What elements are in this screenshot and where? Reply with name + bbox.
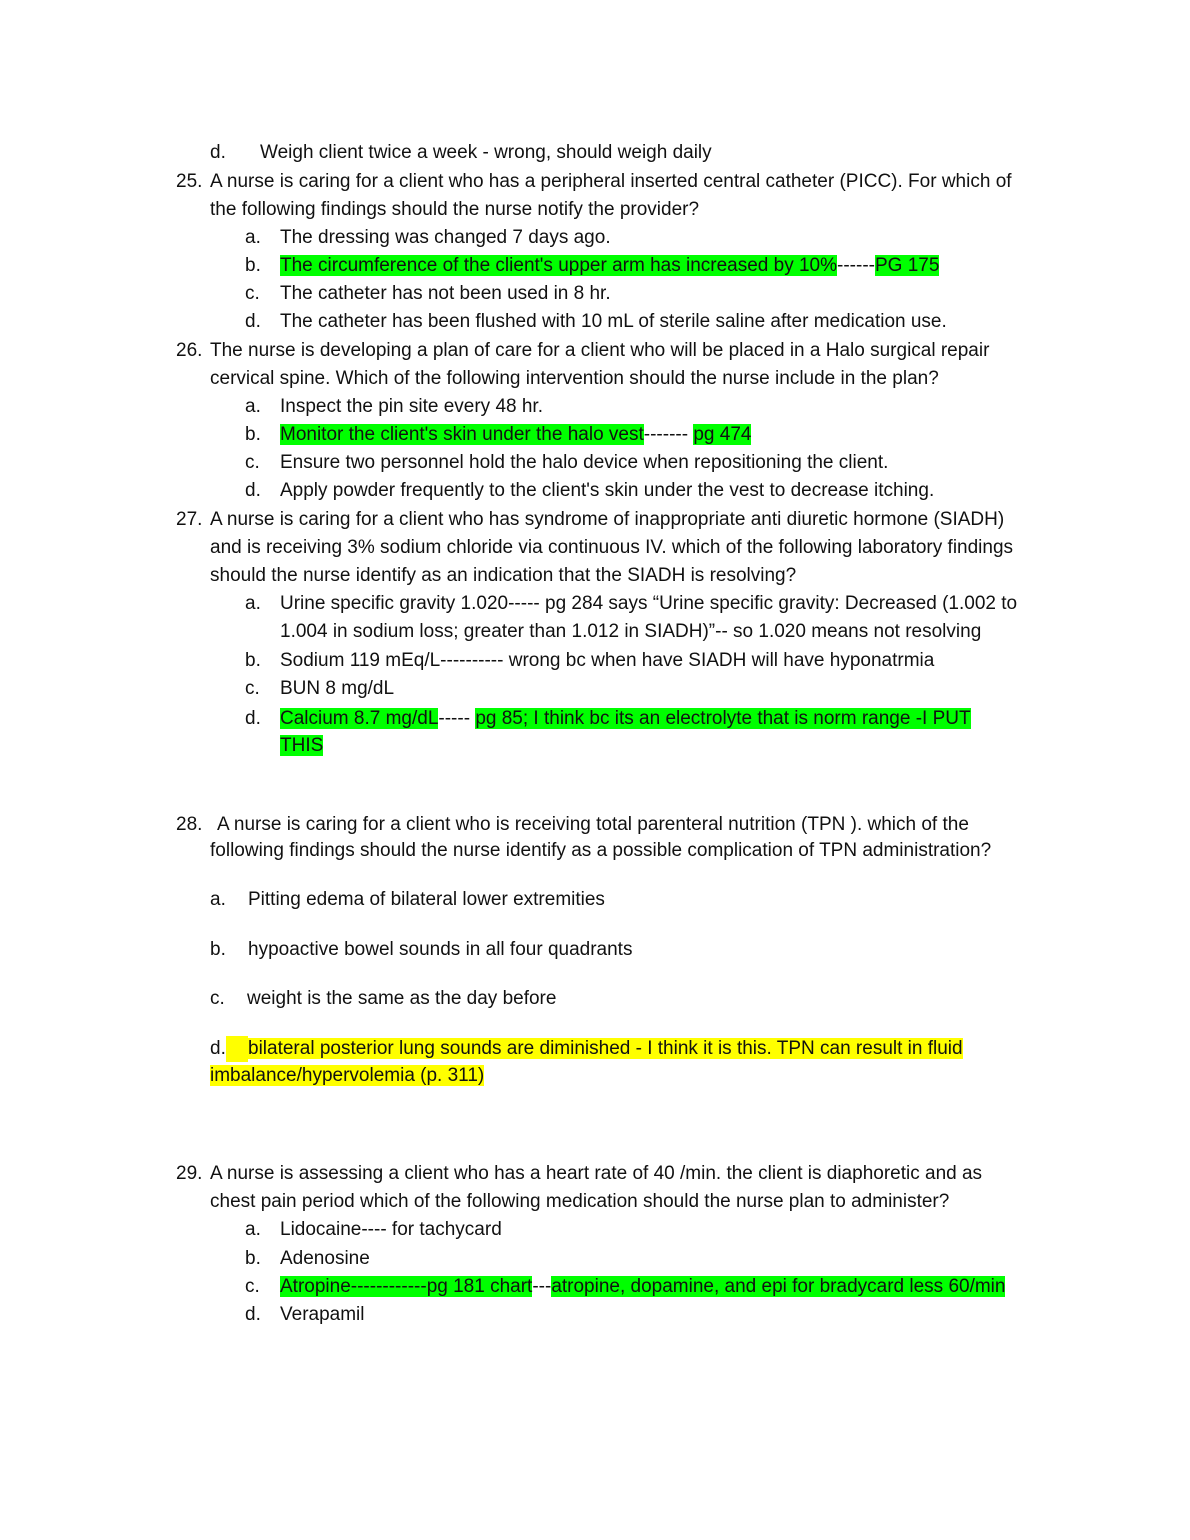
question-text: and is receiving 3% sodium chloride via continuous IV. which of the following laboratory findings	[210, 537, 1014, 558]
option-letter: b.	[245, 650, 261, 671]
question-text: following findings should the nurse identify as a possible complication of TPN administration?	[210, 840, 992, 861]
highlighted-answer: bilateral posterior lung sounds are diminished - I think it is this. TPN can result in fluid	[248, 1038, 963, 1059]
question-text: A nurse is caring for a client who is receiving total parenteral nutrition (TPN ). which of the	[217, 814, 969, 835]
option-letter: d.	[245, 1304, 261, 1325]
question-number: 29.	[176, 1163, 203, 1184]
page-note: pg 474	[693, 424, 752, 445]
option-text	[280, 733, 323, 759]
separator: ------	[837, 255, 875, 276]
page-note: pg 85; I think bc its an electrolyte that is norm range -I PUT	[475, 708, 971, 729]
option-text: Pitting edema of bilateral lower extremities	[248, 889, 605, 910]
option-letter: a.	[245, 227, 261, 248]
option-text: 1.004 in sodium loss; greater than 1.012 in SIADH)”-- so 1.020 means not resolving	[280, 621, 982, 642]
option-text: BUN 8 mg/dL	[280, 678, 395, 699]
separator: ---	[532, 1276, 552, 1297]
option-letter: c.	[245, 283, 260, 304]
question-text: cervical spine. Which of the following intervention should the nurse include in the plan?	[210, 368, 939, 389]
option-letter: d.	[245, 311, 261, 332]
highlighted-answer: Calcium 8.7 mg/dL	[280, 708, 439, 729]
separator: -----	[438, 708, 476, 729]
option-letter: b.	[245, 1248, 261, 1269]
question-text: A nurse is assessing a client who has a heart rate of 40 /min. the client is diaphoretic and as	[210, 1163, 983, 1184]
option-text	[210, 1063, 484, 1089]
option-letter: c.	[210, 988, 225, 1009]
option-text: Weigh client twice a week - wrong, should weigh daily	[260, 142, 712, 163]
option-text: Sodium 119 mEq/L---------- wrong bc when have SIADH will have hyponatrmia	[280, 650, 935, 671]
option-letter: c.	[245, 1276, 260, 1297]
option-letter: d.	[210, 142, 226, 163]
highlighted-answer: Monitor the client's skin under the halo vest	[280, 424, 644, 445]
option-letter: c.	[245, 678, 260, 699]
option-text: Inspect the pin site every 48 hr.	[280, 396, 543, 417]
option-text: Ensure two personnel hold the halo device when repositioning the client.	[280, 452, 889, 473]
option-letter: d.	[245, 708, 261, 729]
separator: -------	[643, 424, 694, 445]
option-letter: a.	[245, 1219, 261, 1240]
option-text: The dressing was changed 7 days ago.	[280, 227, 611, 248]
option-text	[280, 1274, 1005, 1300]
highlighted-answer: The circumference of the client's upper arm has increased by 10%	[280, 255, 838, 276]
question-text: chest pain period which of the following medication should the nurse plan to administer?	[210, 1191, 950, 1212]
option-letter: b.	[245, 424, 261, 445]
option-text	[248, 1036, 963, 1062]
option-letter: b.	[245, 255, 261, 276]
option-text	[280, 253, 939, 279]
question-text: The nurse is developing a plan of care for a client who will be placed in a Halo surgical repair	[210, 340, 990, 361]
option-text	[280, 706, 971, 732]
question-text: A nurse is caring for a client who has a peripheral inserted central catheter (PICC). For which of	[210, 171, 1012, 192]
option-text	[280, 422, 751, 448]
option-letter: a.	[245, 593, 261, 614]
question-number: 28.	[176, 814, 203, 835]
option-letter: a.	[210, 889, 226, 910]
option-letter: a.	[245, 396, 261, 417]
question-number: 27.	[176, 509, 203, 530]
question-text: A nurse is caring for a client who has syndrome of inappropriate anti diuretic hormone (SIADH)	[210, 509, 1005, 530]
question-text: the following findings should the nurse notify the provider?	[210, 199, 700, 220]
page-note: THIS	[280, 735, 324, 756]
option-text: The catheter has not been used in 8 hr.	[280, 283, 611, 304]
option-text: hypoactive bowel sounds in all four quadrants	[248, 939, 633, 960]
option-letter: d.	[245, 480, 261, 501]
page-note: PG 175	[874, 255, 940, 276]
option-text: The catheter has been flushed with 10 mL of sterile saline after medication use.	[280, 311, 947, 332]
page-note: atropine, dopamine, and epi for bradycard less 60/min	[551, 1276, 1006, 1297]
option-letter: d.	[210, 1038, 226, 1059]
option-text: Lidocaine---- for tachycard	[280, 1219, 502, 1240]
option-letter: b.	[210, 939, 226, 960]
option-letter: c.	[245, 452, 260, 473]
option-text: Verapamil	[280, 1304, 365, 1325]
question-text: should the nurse identify as an indication that the SIADH is resolving?	[210, 565, 797, 586]
option-text: weight is the same as the day before	[247, 988, 557, 1009]
question-number: 26.	[176, 340, 203, 361]
highlighted-answer: imbalance/hypervolemia (p. 311)	[210, 1065, 485, 1086]
option-text: Urine specific gravity 1.020----- pg 284 says “Urine specific gravity: Decreased (1.002 to	[280, 593, 1018, 614]
option-text: Adenosine	[280, 1248, 370, 1269]
highlight-spacer	[226, 1036, 248, 1062]
option-text: Apply powder frequently to the client's skin under the vest to decrease itching.	[280, 480, 935, 501]
highlighted-answer: Atropine------------pg 181 chart	[280, 1276, 533, 1297]
question-number: 25.	[176, 171, 203, 192]
